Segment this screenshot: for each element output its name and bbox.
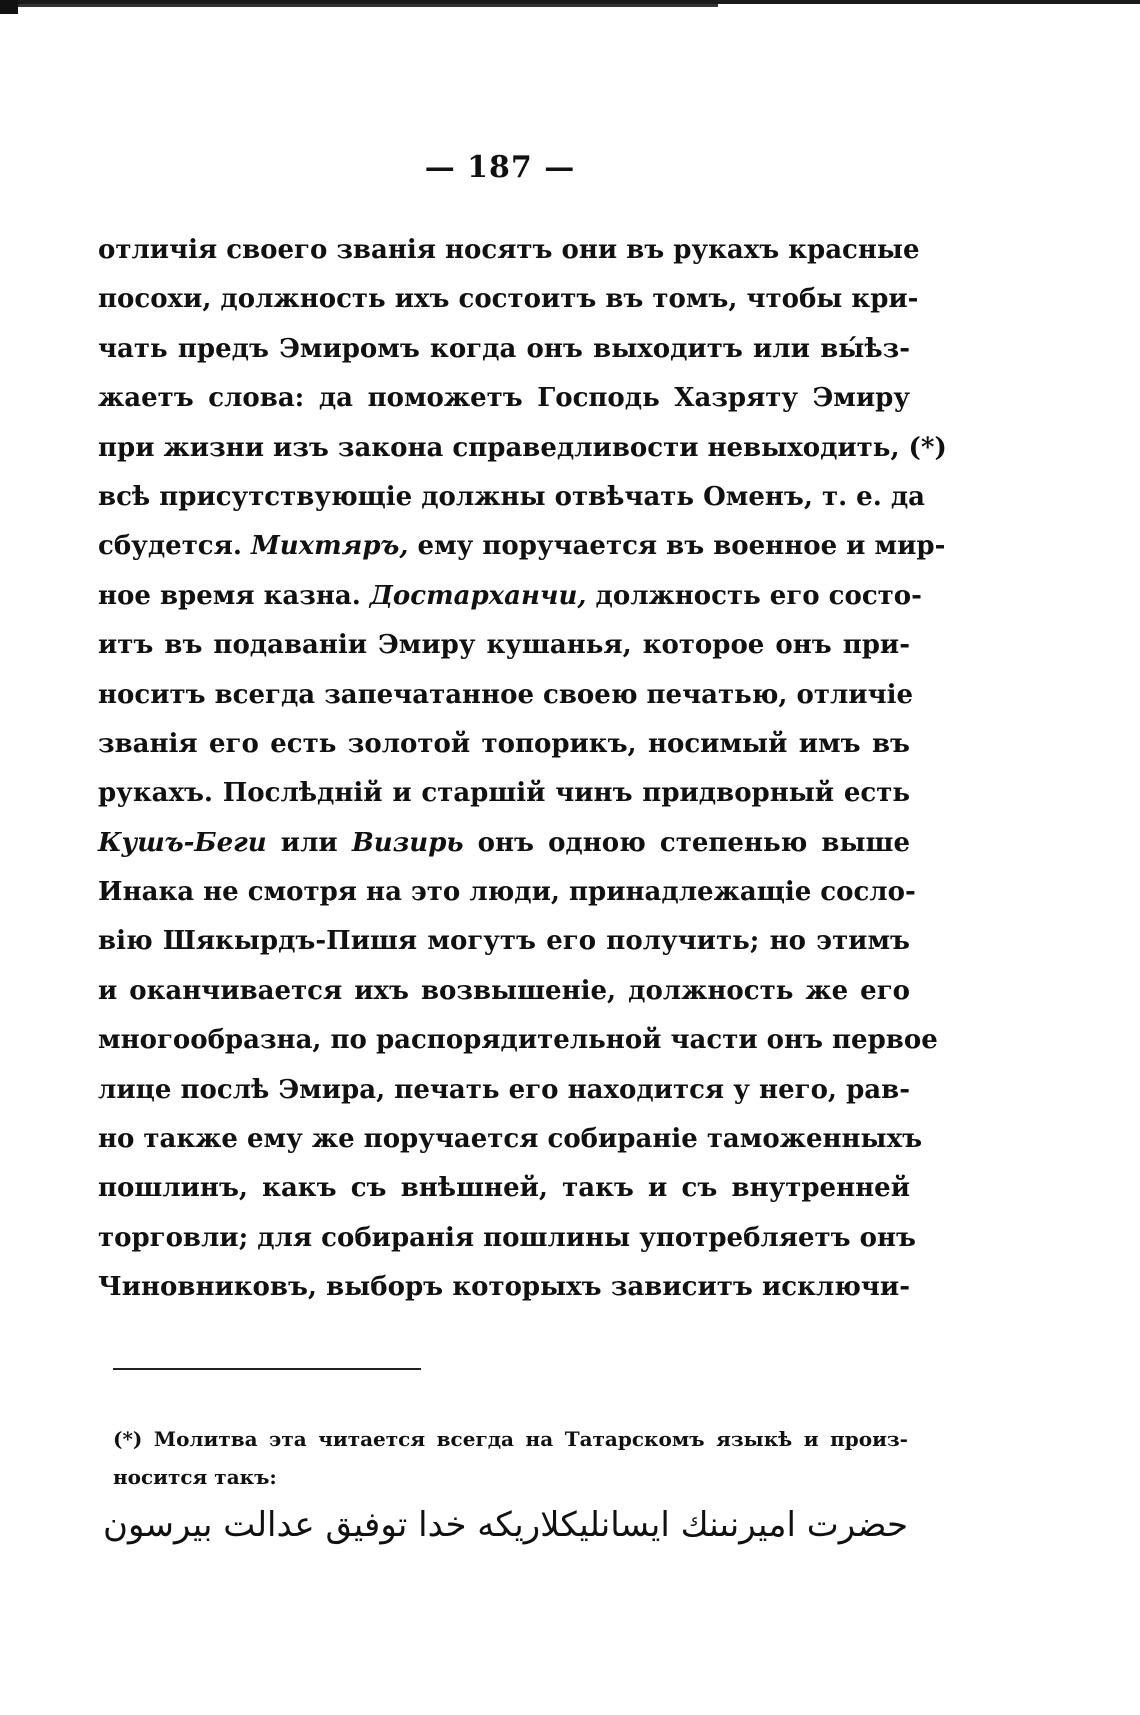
page-number: — 187 —	[424, 150, 576, 185]
text-line: отличія своего званія носятъ они въ рукахъ красные	[98, 235, 920, 265]
text-line: рукахъ. Послѣдній и старшій чинъ придворный есть	[98, 778, 910, 809]
text-line: многообразна, по распорядительной части онъ первое	[98, 1025, 938, 1056]
top-border-rule	[0, 0, 1140, 14]
text-line: при жизни изъ закона справедливости невыходить, (*)	[98, 432, 947, 463]
text-segment: онъ одною степенью выше	[463, 827, 910, 858]
text-line: пошлинъ, какъ съ внѣшней, такъ и съ внутренней	[98, 1173, 910, 1204]
text-line: посохи, должность ихъ состоитъ въ томъ, чтобы кри-	[98, 284, 919, 315]
footnote-separator	[113, 1368, 421, 1370]
text-line: лице послѣ Эмира, печать его находится у него, рав-	[98, 1074, 910, 1105]
top-border-thin-bar	[18, 4, 718, 7]
text-line: но также ему же поручается собираніе таможенныхъ	[98, 1124, 923, 1155]
text-line	[98, 572, 922, 621]
text-segment: ему поручается въ военное и мир-	[408, 531, 946, 562]
italic-term-mikhtyar: Михтяръ,	[250, 531, 409, 562]
text-segment: ное время казна.	[98, 580, 370, 611]
footnote-arabic-prayer: حضرت امیرنىنك ایسانلیكلاریكه خدا توفیق عدالت بیرسون	[103, 1505, 908, 1545]
text-line: и оканчивается ихъ возвышеніе, должность же его	[98, 975, 910, 1006]
text-line: жаетъ слова: да поможетъ Господь Хазряту Эмиру	[98, 383, 910, 414]
text-line: носитъ всегда запечатанное своею печатью, отличіе	[98, 679, 914, 710]
text-line: всѣ присутствующіе должны отвѣчать Оменъ, т. е. да	[98, 481, 925, 512]
text-line	[98, 522, 946, 571]
text-segment: должность его состо-	[586, 580, 922, 611]
text-segment: или	[266, 827, 352, 858]
footnote-line: носится такъ:	[113, 1465, 277, 1489]
text-line: итъ въ подаваніи Эмиру кушанья, которое онъ при-	[98, 630, 910, 661]
body-text	[98, 226, 947, 1313]
text-line: торговли; для собиранія пошлины употребляетъ онъ	[98, 1222, 916, 1253]
footnote	[113, 1420, 908, 1496]
text-line: Чиновниковъ, выборъ которыхъ зависитъ исключи-	[98, 1272, 910, 1303]
text-line	[98, 819, 910, 868]
italic-term-kush-begi: Кушъ-Беги	[98, 827, 267, 858]
italic-term-dostarkhanchi: Достарханчи,	[369, 580, 587, 611]
text-line: чать предъ Эмиромъ когда онъ выходитъ или вы́ѣз-	[98, 333, 910, 364]
top-left-corner-mark	[0, 0, 18, 14]
text-line: Инака не смотря на это люди, принадлежащіе сосло-	[98, 877, 916, 908]
text-line: вію Шякырдъ-Пишя могутъ его получить; но этимъ	[98, 926, 910, 957]
text-line: званія его есть золотой топорикъ, носимый имъ въ	[98, 728, 910, 759]
footnote-line: (*) Молитва эта читается всегда на Татарскомъ языкѣ и произ-	[113, 1427, 908, 1451]
italic-term-vizir: Визирь	[351, 827, 464, 858]
text-segment: сбудется.	[98, 531, 251, 562]
